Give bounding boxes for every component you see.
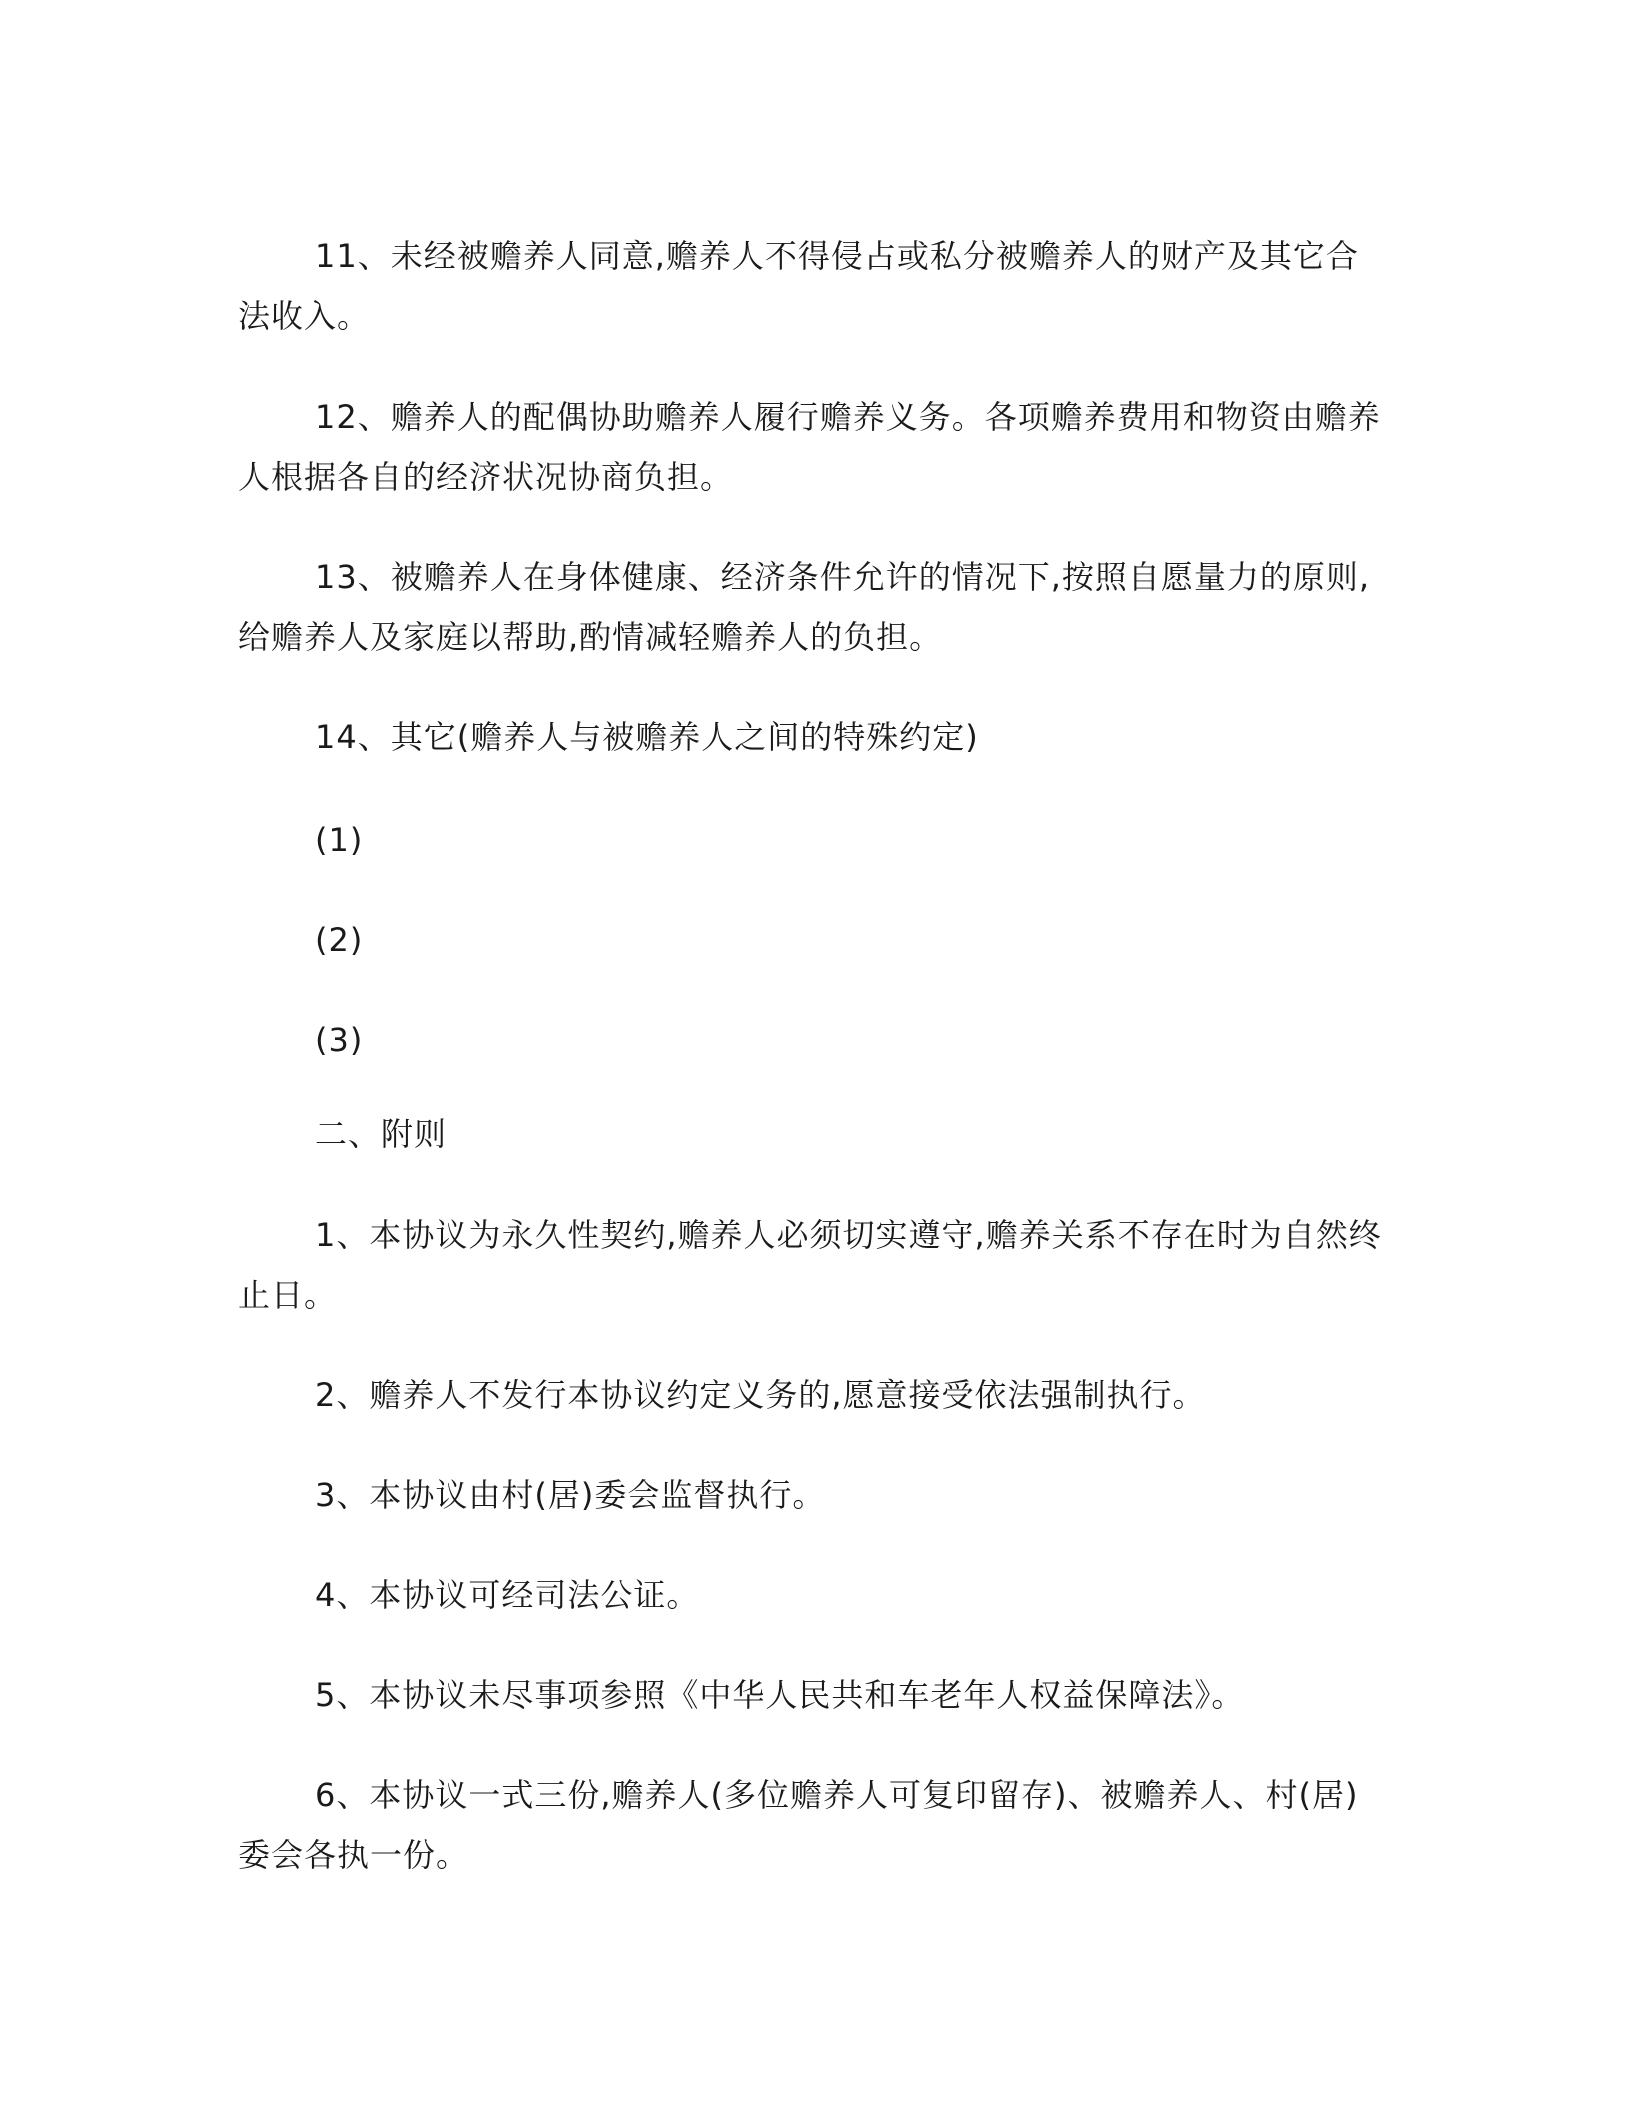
clause-13: 13、被赡养人在身体健康、经济条件允许的情况下,按照自愿量力的原则,给赡养人及家庭以帮助,酌情减轻赡养人的负担。 bbox=[238, 558, 1371, 656]
appendix-clause-1: 1、本协议为永久性契约,赡养人必须切实遵守,赡养关系不存在时为自然终止日。 bbox=[238, 1216, 1382, 1314]
appendix-clause-5: 5、本协议未尽事项参照《中华人民共和车老年人权益保障法》。 bbox=[315, 1676, 1245, 1714]
special-term-3: (3) bbox=[315, 1021, 364, 1059]
clause-12: 12、赡养人的配偶协助赡养人履行赡养义务。各项赡养费用和物资由赡养人根据各自的经济状况协商负担。 bbox=[238, 398, 1381, 496]
appendix-clause-6: 6、本协议一式三份,赡养人(多位赡养人可复印留存)、被赡养人、村(居)委会各执一份。 bbox=[238, 1776, 1359, 1874]
clause-14: 14、其它(赡养人与被赡养人之间的特殊约定) bbox=[315, 718, 979, 756]
appendix-clause-4: 4、本协议可经司法公证。 bbox=[315, 1576, 700, 1614]
special-term-1: (1) bbox=[315, 821, 364, 859]
clause-11: 11、未经被赡养人同意,赡养人不得侵占或私分被赡养人的财产及其它合法收入。 bbox=[238, 237, 1359, 335]
section-heading-appendix: 二、附则 bbox=[315, 1115, 448, 1153]
appendix-clause-2: 2、赡养人不发行本协议约定义务的,愿意接受依法强制执行。 bbox=[315, 1376, 1206, 1414]
appendix-clause-3: 3、本协议由村(居)委会监督执行。 bbox=[315, 1476, 826, 1514]
special-term-2: (2) bbox=[315, 921, 364, 959]
